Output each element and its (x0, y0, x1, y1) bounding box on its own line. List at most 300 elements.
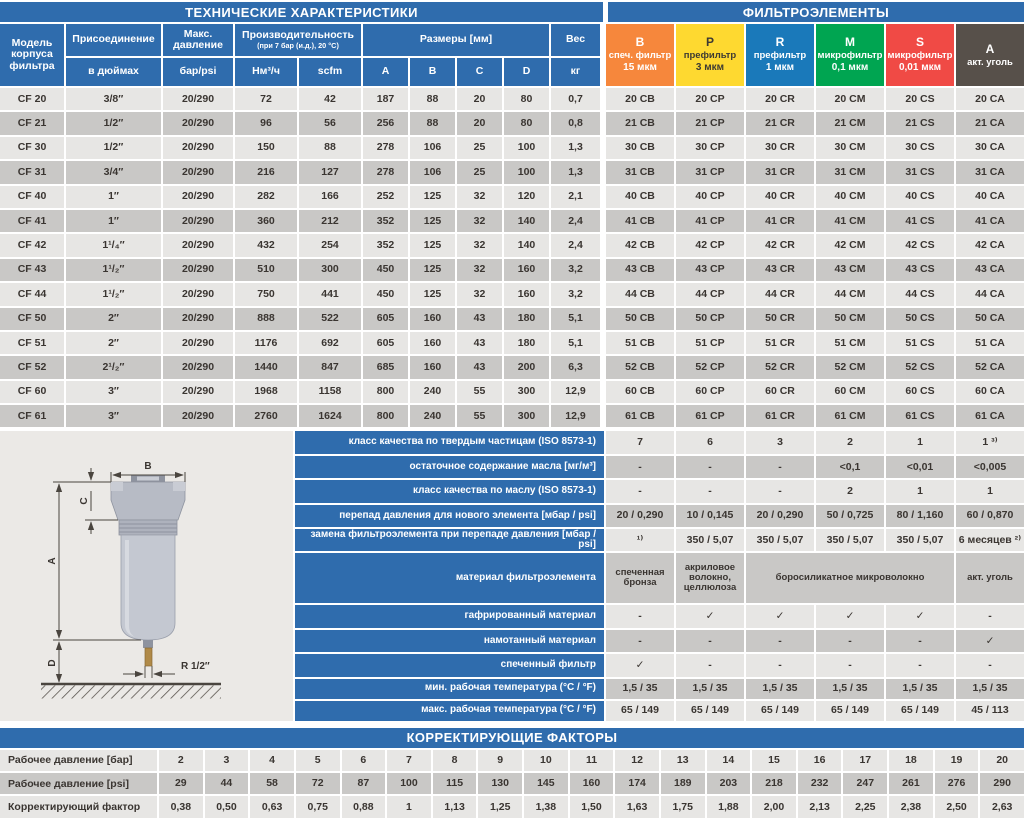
value-cell: 180 (504, 332, 549, 354)
header-connection-sub: в дюймах (66, 58, 161, 86)
header-nm3h: Нм³/ч (235, 58, 297, 86)
value-cell: 240 (410, 381, 455, 403)
cf-value-cell: 6 (342, 750, 386, 771)
element-code-cell: 60 CP (676, 381, 744, 403)
element-code-cell: 51 CM (816, 332, 884, 354)
header-weight-sub: кг (551, 58, 600, 86)
value-cell: 12,9 (551, 405, 600, 427)
spec-value-cell: 10 / 0,145 (676, 505, 744, 527)
filter-column-header-p (676, 24, 744, 86)
spec-value-cell: 65 / 149 (816, 701, 884, 721)
element-code-cell: 40 CP (676, 186, 744, 208)
value-cell: 200 (504, 356, 549, 378)
spec-row-label: класс качества по маслу (ISO 8573-1) (295, 480, 604, 502)
cf-value-cell: 20 (980, 750, 1024, 771)
cf-value-cell: 160 (570, 773, 614, 794)
element-code-cell: 44 CA (956, 283, 1024, 305)
value-cell: 692 (299, 332, 361, 354)
value-cell: 125 (410, 283, 455, 305)
value-cell: 2¹/₂″ (66, 356, 161, 378)
element-code-cell: 52 CS (886, 356, 954, 378)
spec-value-cell: <0,1 (816, 456, 884, 478)
spec-row-label: гафрированный материал (295, 605, 604, 627)
value-cell: 212 (299, 210, 361, 232)
element-code-cell: 31 CA (956, 161, 1024, 183)
value-cell: 12,9 (551, 381, 600, 403)
cf-value-cell: 203 (707, 773, 751, 794)
model-cell: CF 50 (0, 308, 64, 330)
value-cell: 800 (363, 405, 408, 427)
value-cell: 256 (363, 112, 408, 134)
spec-value-cell: - (746, 480, 814, 502)
value-cell: 125 (410, 186, 455, 208)
spec-value-cell: - (956, 605, 1024, 627)
element-code-cell: 41 CS (886, 210, 954, 232)
element-code-cell: 42 CP (676, 234, 744, 256)
value-cell: 88 (410, 88, 455, 110)
spec-value-cell: 80 / 1,160 (886, 505, 954, 527)
value-cell: 20/290 (163, 161, 233, 183)
value-cell: 180 (504, 308, 549, 330)
filter-name: префильтр (753, 50, 807, 62)
element-code-cell: 61 CR (746, 405, 814, 427)
cf-value-cell: 115 (433, 773, 477, 794)
value-cell: 3″ (66, 381, 161, 403)
spec-value-cell: - (816, 654, 884, 676)
spec-value-cell: 20 / 0,290 (746, 505, 814, 527)
cf-value-cell: 11 (570, 750, 614, 771)
spec-row-label: спеченный фильтр (295, 654, 604, 676)
cf-value-cell: 174 (615, 773, 659, 794)
spec-value-cell: ✓ (956, 630, 1024, 652)
value-cell: 750 (235, 283, 297, 305)
value-cell: 100 (504, 161, 549, 183)
value-cell: 20/290 (163, 259, 233, 281)
element-code-cell: 20 CB (606, 88, 674, 110)
spec-row-label: перепад давления для нового элемента [мбар / psi] (295, 505, 604, 527)
value-cell: 450 (363, 283, 408, 305)
value-cell: 450 (363, 259, 408, 281)
element-code-cell: 21 CA (956, 112, 1024, 134)
spec-value-cell: 1,5 / 35 (606, 679, 674, 699)
element-code-cell: 50 CP (676, 308, 744, 330)
element-code-cell: 43 CS (886, 259, 954, 281)
element-code-cell: 20 CR (746, 88, 814, 110)
header-max-pressure: Макс. давление (163, 24, 233, 56)
value-cell: 140 (504, 234, 549, 256)
value-cell: 20/290 (163, 234, 233, 256)
spec-value-cell: - (606, 456, 674, 478)
element-code-cell: 61 CM (816, 405, 884, 427)
spec-value-cell: 1,5 / 35 (746, 679, 814, 699)
element-code-cell: 30 CS (886, 137, 954, 159)
element-code-cell: 30 CP (676, 137, 744, 159)
spec-material-cell: акриловое волокно, целлюлоза (676, 553, 744, 603)
value-cell: 441 (299, 283, 361, 305)
value-cell: 888 (235, 308, 297, 330)
value-cell: 20 (457, 88, 502, 110)
header-dim-b: B (410, 58, 455, 86)
element-code-cell: 52 CP (676, 356, 744, 378)
value-cell: 140 (504, 210, 549, 232)
element-code-cell: 60 CB (606, 381, 674, 403)
value-cell: 125 (410, 259, 455, 281)
cf-value-cell: 1,25 (478, 796, 522, 817)
filter-code: B (635, 35, 645, 50)
spec-value-cell: - (676, 630, 744, 652)
element-code-cell: 44 CR (746, 283, 814, 305)
cf-value-cell: 0,50 (205, 796, 249, 817)
value-cell: 32 (457, 259, 502, 281)
spec-row-label: макс. рабочая температура (°C / °F) (295, 701, 604, 721)
spec-value-cell: 65 / 149 (676, 701, 744, 721)
value-cell: 43 (457, 308, 502, 330)
value-cell: 0,7 (551, 88, 600, 110)
model-cell: CF 42 (0, 234, 64, 256)
value-cell: 3/4″ (66, 161, 161, 183)
cf-value-cell: 0,88 (342, 796, 386, 817)
element-code-cell: 43 CR (746, 259, 814, 281)
value-cell: 160 (410, 356, 455, 378)
spec-value-cell: - (886, 654, 954, 676)
element-code-cell: 41 CB (606, 210, 674, 232)
element-code-cell: 40 CS (886, 186, 954, 208)
value-cell: 0,8 (551, 112, 600, 134)
spec-value-cell: 1,5 / 35 (676, 679, 744, 699)
spec-value-cell: 1 ³⁾ (956, 431, 1024, 453)
value-cell: 160 (504, 283, 549, 305)
spec-value-cell: - (676, 654, 744, 676)
value-cell: 5,1 (551, 332, 600, 354)
value-cell: 252 (363, 186, 408, 208)
spec-value-cell: 350 / 5,07 (676, 529, 744, 551)
cf-value-cell: 12 (615, 750, 659, 771)
element-code-cell: 61 CA (956, 405, 1024, 427)
cf-value-cell: 247 (843, 773, 887, 794)
cf-value-cell: 87 (342, 773, 386, 794)
value-cell: 20/290 (163, 405, 233, 427)
spec-value-cell: - (606, 630, 674, 652)
value-cell: 80 (504, 112, 549, 134)
model-cell: CF 31 (0, 161, 64, 183)
element-code-cell: 42 CA (956, 234, 1024, 256)
element-code-cell: 20 CP (676, 88, 744, 110)
cf-value-cell: 189 (661, 773, 705, 794)
filter-micron: 0,01 мкм (898, 62, 942, 74)
value-cell: 187 (363, 88, 408, 110)
filter-name: префильтр (683, 50, 737, 62)
cf-value-cell: 130 (478, 773, 522, 794)
element-code-cell: 21 CM (816, 112, 884, 134)
value-cell: 88 (299, 137, 361, 159)
value-cell: 100 (504, 137, 549, 159)
spec-value-cell: 350 / 5,07 (746, 529, 814, 551)
element-code-cell: 40 CR (746, 186, 814, 208)
cf-row-label: Корректирующий фактор (0, 796, 157, 817)
value-cell: 32 (457, 210, 502, 232)
value-cell: 160 (410, 332, 455, 354)
value-cell: 216 (235, 161, 297, 183)
value-cell: 2,1 (551, 186, 600, 208)
spec-value-cell: 350 / 5,07 (886, 529, 954, 551)
filter-code: M (845, 35, 855, 50)
value-cell: 160 (410, 308, 455, 330)
spec-value-cell: 60 / 0,870 (956, 505, 1024, 527)
value-cell: 32 (457, 186, 502, 208)
dim-label-b: B (144, 461, 152, 473)
value-cell: 1440 (235, 356, 297, 378)
spec-value-cell: - (676, 480, 744, 502)
spec-value-cell: - (676, 456, 744, 478)
element-code-cell: 30 CB (606, 137, 674, 159)
element-code-cell: 44 CB (606, 283, 674, 305)
spec-value-cell: - (816, 630, 884, 652)
filter-micron: 15 мкм (623, 62, 657, 74)
element-code-cell: 41 CM (816, 210, 884, 232)
element-code-cell: 52 CM (816, 356, 884, 378)
spec-value-cell: 350 / 5,07 (816, 529, 884, 551)
element-code-cell: 21 CB (606, 112, 674, 134)
value-cell: 278 (363, 137, 408, 159)
value-cell: 3/8″ (66, 88, 161, 110)
cf-value-cell: 261 (889, 773, 933, 794)
value-cell: 20/290 (163, 88, 233, 110)
cf-value-cell: 14 (707, 750, 751, 771)
cf-value-cell: 2 (159, 750, 203, 771)
cf-value-cell: 1,38 (524, 796, 568, 817)
element-code-cell: 31 CR (746, 161, 814, 183)
value-cell: 605 (363, 332, 408, 354)
cf-value-cell: 8 (433, 750, 477, 771)
value-cell: 20/290 (163, 381, 233, 403)
value-cell: 1,3 (551, 137, 600, 159)
element-code-cell: 51 CA (956, 332, 1024, 354)
spec-value-cell: 65 / 149 (606, 701, 674, 721)
header-capacity-title: Производительность (242, 29, 354, 42)
header-capacity (235, 24, 361, 56)
element-code-cell: 44 CM (816, 283, 884, 305)
value-cell: 1158 (299, 381, 361, 403)
value-cell: 88 (410, 112, 455, 134)
spec-value-cell: 1 (956, 480, 1024, 502)
cf-value-cell: 0,63 (250, 796, 294, 817)
element-code-cell: 50 CM (816, 308, 884, 330)
element-code-cell: 40 CB (606, 186, 674, 208)
element-code-cell: 21 CS (886, 112, 954, 134)
spec-material-cell: спеченная бронза (606, 553, 674, 603)
dim-label-r: R 1/2″ (181, 661, 210, 673)
value-cell: 1/2″ (66, 137, 161, 159)
value-cell: 522 (299, 308, 361, 330)
value-cell: 55 (457, 405, 502, 427)
element-code-cell: 43 CM (816, 259, 884, 281)
spec-value-cell: <0,005 (956, 456, 1024, 478)
element-code-cell: 61 CB (606, 405, 674, 427)
cf-value-cell: 19 (935, 750, 979, 771)
value-cell: 20/290 (163, 332, 233, 354)
cf-value-cell: 1,13 (433, 796, 477, 817)
element-code-cell: 50 CB (606, 308, 674, 330)
element-code-cell: 60 CM (816, 381, 884, 403)
filter-micron: 3 мкм (695, 62, 725, 74)
cf-value-cell: 3 (205, 750, 249, 771)
model-cell: CF 52 (0, 356, 64, 378)
element-code-cell: 60 CR (746, 381, 814, 403)
header-connection: Присоединение (66, 24, 161, 56)
spec-value-cell: 50 / 0,725 (816, 505, 884, 527)
spec-value-cell: 2 (816, 431, 884, 453)
dim-label-c: C (79, 497, 90, 505)
value-cell: 800 (363, 381, 408, 403)
value-cell: 1,3 (551, 161, 600, 183)
model-cell: CF 44 (0, 283, 64, 305)
value-cell: 20/290 (163, 210, 233, 232)
element-code-cell: 51 CB (606, 332, 674, 354)
value-cell: 847 (299, 356, 361, 378)
filter-micron: 0,1 мкм (831, 62, 869, 74)
value-cell: 125 (410, 234, 455, 256)
spec-value-cell: - (886, 630, 954, 652)
element-code-cell: 50 CS (886, 308, 954, 330)
cf-value-cell: 2,38 (889, 796, 933, 817)
spec-value-cell: ✓ (746, 605, 814, 627)
cf-value-cell: 1,75 (661, 796, 705, 817)
element-code-cell: 52 CB (606, 356, 674, 378)
spec-value-cell: - (746, 654, 814, 676)
cf-value-cell: 2,50 (935, 796, 979, 817)
element-code-cell: 50 CR (746, 308, 814, 330)
element-code-cell: 30 CM (816, 137, 884, 159)
element-code-cell: 31 CS (886, 161, 954, 183)
element-code-cell: 60 CA (956, 381, 1024, 403)
filter-name: акт. уголь (967, 56, 1013, 68)
value-cell: 32 (457, 234, 502, 256)
spec-value-cell: ¹⁾ (606, 529, 674, 551)
cf-value-cell: 7 (387, 750, 431, 771)
filter-name: микрофильтр (817, 50, 883, 62)
model-cell: CF 20 (0, 88, 64, 110)
value-cell: 1¹/₂″ (66, 259, 161, 281)
value-cell: 1¹/₂″ (66, 283, 161, 305)
filter-micron: 1 мкм (765, 62, 795, 74)
value-cell: 2,4 (551, 210, 600, 232)
value-cell: 25 (457, 161, 502, 183)
value-cell: 120 (504, 186, 549, 208)
element-code-cell: 42 CM (816, 234, 884, 256)
header-pressure-sub: бар/psi (163, 58, 233, 86)
cf-value-cell: 2,25 (843, 796, 887, 817)
element-code-cell: 43 CA (956, 259, 1024, 281)
cf-value-cell: 58 (250, 773, 294, 794)
element-code-cell: 21 CP (676, 112, 744, 134)
filter-name: спеч. фильтр (608, 50, 672, 62)
element-code-cell: 51 CS (886, 332, 954, 354)
cf-value-cell: 10 (524, 750, 568, 771)
spec-value-cell: ✓ (676, 605, 744, 627)
value-cell: 20/290 (163, 308, 233, 330)
spec-row-label: мин. рабочая температура (°C / °F) (295, 679, 604, 699)
element-code-cell: 31 CB (606, 161, 674, 183)
spec-value-cell: - (606, 480, 674, 502)
value-cell: 20/290 (163, 112, 233, 134)
spec-row-label: класс качества по твердым частицам (ISO 8573-1) (295, 431, 604, 453)
value-cell: 72 (235, 88, 297, 110)
dim-label-a: A (47, 557, 58, 565)
value-cell: 300 (299, 259, 361, 281)
value-cell: 2,4 (551, 234, 600, 256)
value-cell: 20/290 (163, 283, 233, 305)
element-code-cell: 40 CM (816, 186, 884, 208)
element-code-cell: 30 CA (956, 137, 1024, 159)
model-cell: CF 61 (0, 405, 64, 427)
value-cell: 43 (457, 356, 502, 378)
cf-value-cell: 276 (935, 773, 979, 794)
element-code-cell: 41 CP (676, 210, 744, 232)
spec-value-cell: - (606, 605, 674, 627)
model-cell: CF 43 (0, 259, 64, 281)
element-code-cell: 52 CA (956, 356, 1024, 378)
cf-value-cell: 100 (387, 773, 431, 794)
cf-row-label: Рабочее давление [бар] (0, 750, 157, 771)
filter-name: микрофильтр (887, 50, 953, 62)
spec-value-cell: ✓ (606, 654, 674, 676)
model-cell: CF 60 (0, 381, 64, 403)
header-scfm: scfm (299, 58, 361, 86)
spec-value-cell: 20 / 0,290 (606, 505, 674, 527)
header-dim-a: A (363, 58, 408, 86)
filter-drawing-svg (5, 428, 288, 724)
cf-value-cell: 29 (159, 773, 203, 794)
cf-value-cell: 290 (980, 773, 1024, 794)
spec-value-cell: 1 (886, 480, 954, 502)
cf-value-cell: 1,88 (707, 796, 751, 817)
cf-value-cell: 0,38 (159, 796, 203, 817)
value-cell: 5,1 (551, 308, 600, 330)
value-cell: 20 (457, 112, 502, 134)
cf-value-cell: 2,63 (980, 796, 1024, 817)
cf-value-cell: 232 (798, 773, 842, 794)
cf-value-cell: 18 (889, 750, 933, 771)
value-cell: 160 (504, 259, 549, 281)
header-dimensions: Размеры [мм] (363, 24, 549, 56)
value-cell: 25 (457, 137, 502, 159)
model-cell: CF 30 (0, 137, 64, 159)
value-cell: 1968 (235, 381, 297, 403)
spec-row-label: остаточное содержание масла [мг/м³] (295, 456, 604, 478)
model-cell: CF 40 (0, 186, 64, 208)
cf-value-cell: 2,00 (752, 796, 796, 817)
element-code-cell: 42 CB (606, 234, 674, 256)
element-code-cell: 31 CM (816, 161, 884, 183)
spec-row-label: материал фильтроэлемента (295, 553, 604, 603)
element-code-cell: 41 CA (956, 210, 1024, 232)
value-cell: 510 (235, 259, 297, 281)
value-cell: 20/290 (163, 186, 233, 208)
value-cell: 20/290 (163, 356, 233, 378)
element-code-cell: 44 CP (676, 283, 744, 305)
element-code-cell: 61 CP (676, 405, 744, 427)
element-code-cell: 43 CP (676, 259, 744, 281)
value-cell: 352 (363, 234, 408, 256)
value-cell: 80 (504, 88, 549, 110)
value-cell: 2″ (66, 332, 161, 354)
technical-characteristics-title: ТЕХНИЧЕСКИЕ ХАРАКТЕРИСТИКИ (0, 2, 603, 22)
value-cell: 106 (410, 137, 455, 159)
cf-value-cell: 15 (752, 750, 796, 771)
value-cell: 150 (235, 137, 297, 159)
filter-column-header-a (956, 24, 1024, 86)
value-cell: 3,2 (551, 283, 600, 305)
